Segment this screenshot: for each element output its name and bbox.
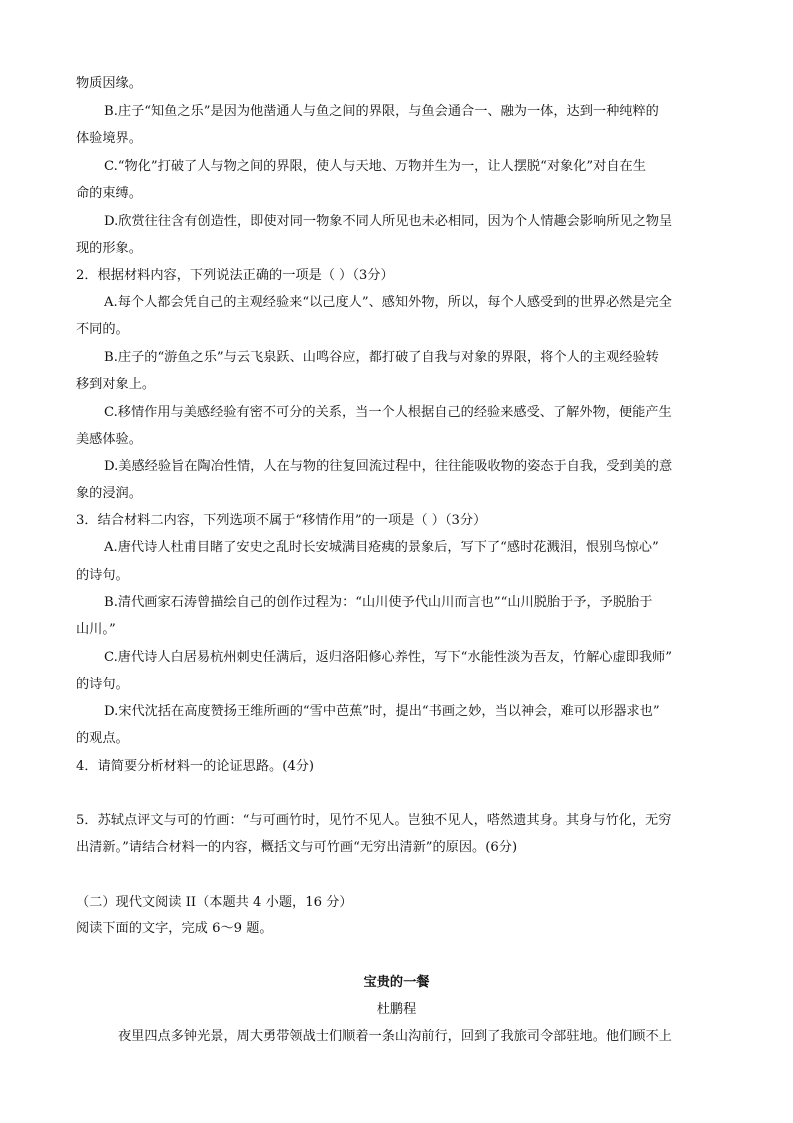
question-2: 2．根据材料内容，下列说法正确的一项是（ ）（3分）	[76, 268, 394, 283]
text-line: 的诗句。	[76, 568, 129, 583]
option-b-line: B.庄子“知鱼之乐”是因为他凿通人与鱼之间的界限，与鱼会通合一、融为一体，达到一种纯粹的	[104, 104, 659, 119]
option-b-line: B.清代画家石涛曾描绘自己的创作过程为：“山川使予代山川而言也”“山川脱胎于予，予脱胎于	[104, 595, 653, 610]
instruction-line: 阅读下面的文字，完成 6～9 题。	[76, 921, 273, 936]
text-line: 的诗句。	[76, 677, 129, 692]
option-a-line: A.每个人都会凭自己的主观经验来“以己度人”、感知外物，所以，每个人感受到的世界必然是完全	[104, 295, 672, 310]
text-line: 移到对象上。	[76, 377, 156, 392]
option-d-line: D.美感经验旨在陶冶性情，人在与物的往复回流过程中，往往能吸收物的姿态于自我，受到美的意	[104, 459, 673, 474]
section-heading: （二）现代文阅读 II（本题共 4 小题，16 分）	[76, 895, 353, 910]
text-line: 命的束缚。	[76, 186, 142, 201]
story-paragraph-line: 夜里四点多钟光景，周大勇带领战士们顺着一条山沟前行，回到了我旅司令部驻地。他们顾不上	[118, 1029, 672, 1044]
text-line: 山川。”	[76, 622, 116, 637]
option-b-line: B.庄子的“游鱼之乐”与云飞泉跃、山鸣谷应，都打破了自我与对象的界限，将个人的主观经验转	[104, 350, 659, 365]
story-title: 宝贵的一餐	[363, 975, 430, 990]
text-line: 现的形象。	[76, 241, 142, 256]
text-line: 象的浸润。	[76, 486, 142, 501]
text-line: 体验境界。	[76, 131, 142, 146]
option-c-line: C.唐代诗人白居易杭州刺史任满后，返归洛阳修心养性，写下“水能性淡为吾友，竹解心虚即我师”	[104, 650, 672, 665]
text-line: 的观点。	[76, 731, 129, 746]
option-d-line: D.欣赏往往含有创造性，即使对同一物象不同人所见也未必相同，因为个人情趣会影响所见之物呈	[104, 214, 673, 229]
text-line: 不同的。	[76, 322, 129, 337]
option-a-line: A.唐代诗人杜甫目睹了安史之乱时长安城满目疮痍的景象后，写下了“感时花溅泪，恨别鸟惊心”	[104, 540, 659, 555]
text-line: 出清新。”请结合材料一的内容，概括文与可竹画“无穷出清新”的原因。(6分)	[76, 840, 518, 855]
question-5: 5．苏轼点评文与可的竹画：“与可画竹时，见竹不见人。岂独不见人，嗒然遗其身。其身与竹化，无穷	[76, 813, 672, 828]
option-c-line: C.移情作用与美感经验有密不可分的关系，当一个人根据自己的经验来感受、了解外物，便能产生	[104, 405, 672, 420]
text-line: 物质因缘。	[76, 76, 142, 91]
text-line: 美感体验。	[76, 432, 142, 447]
option-d-line: D.宋代沈括在高度赞扬王维所画的“雪中芭蕉”时，提出“书画之妙，当以神会，难可以形器求也”	[104, 704, 660, 719]
question-3: 3．结合材料二内容，下列选项不属于“移情作用”的一项是（ ）（3分）	[76, 513, 487, 528]
story-author: 杜鹏程	[376, 1002, 417, 1017]
option-c-line: C.“物化”打破了人与物之间的界限，使人与天地、万物并生为一，让人摆脱“对象化”对自在生	[104, 159, 646, 174]
question-4: 4．请简要分析材料一的论证思路。(4分)	[76, 759, 315, 774]
